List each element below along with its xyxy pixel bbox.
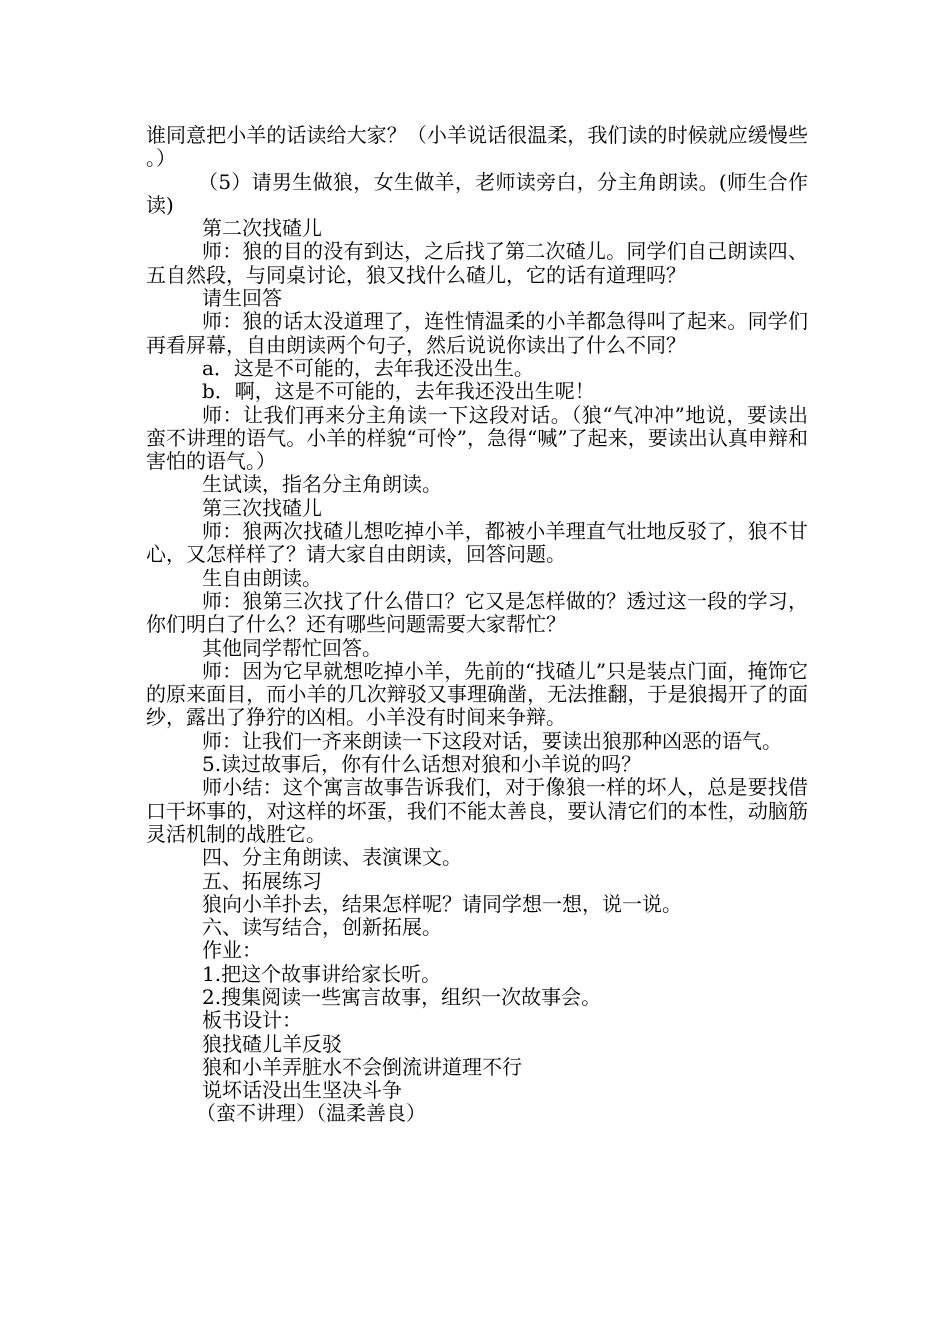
paragraph: 师：狼两次找碴儿想吃掉小羊，都被小羊理直气壮地反驳了，狼不甘心，又怎样样了？请大家自由朗读，回答问题。 (146, 519, 808, 567)
paragraph: 请生回答 (202, 286, 282, 311)
paragraph: a．这是不可能的，去年我还没出生。 (202, 355, 534, 380)
paragraph: 狼向小羊扑去，结果怎样呢？请同学想一想，说一说。 (202, 891, 682, 916)
paragraph: 六、读写结合，创新拓展。 (202, 915, 442, 940)
paragraph: 谁同意把小羊的话读给大家？（小羊说话很温柔，我们读的时候就应缓慢些。） (146, 123, 808, 171)
paragraph: 师：狼的目的没有到达，之后找了第二次碴儿。同学们自己朗读四、五自然段，与同桌讨论，狼又找什么碴儿，它的话有道理吗？ (146, 239, 808, 287)
paragraph: 第三次找碴儿 (202, 495, 322, 520)
paragraph: 生试读，指名分主角朗读。 (202, 472, 442, 497)
paragraph: 四、分主角朗读、表演课文。 (202, 845, 462, 870)
paragraph: 师：因为它早就想吃掉小羊，先前的“找碴儿”只是装点门面，掩饰它的原来面目，而小羊的几次辩驳又事理确凿，无法推翻，于是狼揭开了的面纱，露出了狰狞的凶相。小羊没有时间来争辩。 (146, 658, 808, 730)
paragraph: 5.读过故事后，你有什么话想对狼和小羊说的吗？ (202, 752, 642, 777)
paragraph: 说坏话没出生坚决斗争 (202, 1078, 402, 1103)
paragraph: 师：让我们再来分主角读一下这段对话。（狼“气冲冲”地说，要读出蛮不讲理的语气。小羊的样貌“可怜”，急得“喊”了起来，要读出认真申辩和害怕的语气。） (146, 402, 808, 474)
paragraph: 师：让我们一齐来朗读一下这段对话，要读出狼那种凶恶的语气。 (202, 728, 782, 753)
paragraph: 生自由朗读。 (202, 565, 322, 590)
paragraph: （5）请男生做狼，女生做羊，老师读旁白，分主角朗读。(师生合作读) (146, 169, 808, 217)
paragraph: 其他同学帮忙回答。 (202, 635, 382, 660)
paragraph: 狼找碴儿羊反驳 (202, 1031, 342, 1056)
paragraph: 师小结：这个寓言故事告诉我们，对于像狼一样的坏人，总是要找借口干坏事的，对这样的坏蛋，我们不能太善良，要认清它们的本性，动脑筋灵活机制的战胜它。 (146, 775, 808, 846)
paragraph: 五、拓展练习 (202, 868, 322, 893)
paragraph: b．啊，这是不可能的，去年我还没出生呢！ (202, 379, 595, 404)
paragraph: 作业： (202, 938, 262, 963)
paragraph: 板书设计： (202, 1008, 302, 1033)
paragraph: 师：狼第三次找了什么借口？它又是怎样做的？透过这一段的学习，你们明白了什么？还有哪些问题需要大家帮忙？ (146, 588, 808, 637)
paragraph: 狼和小羊弄脏水不会倒流讲道理不行 (202, 1054, 522, 1079)
paragraph: （蛮不讲理）（温柔善良） (196, 1101, 426, 1126)
paragraph: 1.把这个故事讲给家长听。 (202, 961, 442, 986)
paragraph: 师：狼的话太没道理了，连性情温柔的小羊都急得叫了起来。同学们再看屏幕，自由朗读两个句子，然后说说你读出了什么不同？ (146, 309, 808, 357)
document-page (146, 124, 808, 1126)
paragraph: 2.搜集阅读一些寓言故事，组织一次故事会。 (202, 984, 602, 1009)
paragraph: 第二次找碴儿 (202, 216, 322, 241)
